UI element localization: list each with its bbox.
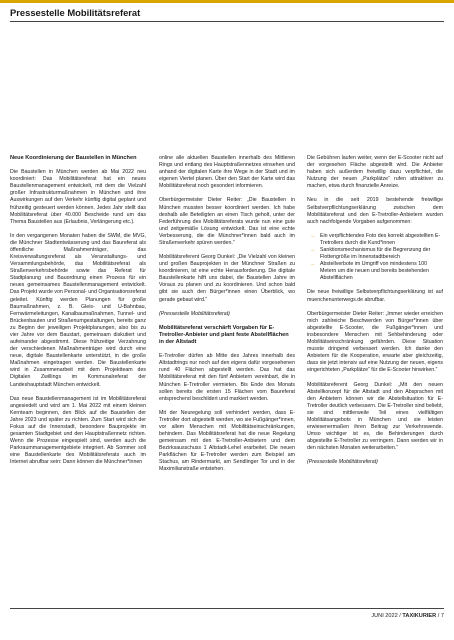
paragraph: E-Tretroller dürfen ab Mitte des Jahres innerhalb des Altstadtrings nur noch auf den eigens dafür vorgesehenen rund 40 Flächen abgestellt werden. Das hat das Mobilitätsreferat mit den fünf Anbietern vereinbart, die in München E-Tretroller vermieten. Bis Ende des Monats sollen bereits die ersten 15 Flächen vom Baureferat entsprechend beschildert und markiert werden. [159,353,295,402]
paragraph: Neu in die seit 2019 bestehende freiwillige Selbstverpflichtungserklärung zwischen dem Mobilitätsreferat und den E-Tretroller-Anbietern wurden auch nachfolgende Vorgaben aufgenommen: [307,197,443,225]
column-3 [307,155,443,466]
quote-paragraph: Oberbürgermeister Dieter Reiter: „Immer wieder erreichen mich zahlreiche Beschwerden von Bürger*innen über abgestellte E-Scooter, die Fußgänger*innen und insbesondere Menschen mit Sehbehinderung oder Mobilitätseinschränkung gefährden. Diese Situation musste dringend verbessert werden. Ich danke den Anbietern für die Kooperation, erwarte aber gleichzeitig, dass sie jetzt intensiv auf eine Nutzung der neuen, eigens eingerichteten „Parkplätze“ für die E-Scooter hinwirken.“ [307,310,443,374]
paragraph: Die Gebühren laufen weiter, wenn der E-Scooter nicht auf der vorgesehen Fläche abgestellt wird. Die Anbieter haben sich außerdem freiwillig dazu verpflichtet, die Nutzung der neuen „Parkplätze“ rufen attraktiver zu machen, etwa durch finanzielle Anreize. [307,155,443,190]
page-number: / 7 [437,613,444,619]
list-item: → Sanktionsmechanismus für die Begrenzung der Flottengröße im Innenstadtbereich [310,247,431,261]
column-2 [159,155,295,474]
paragraph: online alle aktuellen Baustellen innerhalb des Mittleren Rings und entlang des Hauptstraßennetzes einsehen und anhand der digitalen Karte ihre Wege in der Stadt und im eigenen Viertel planen. Über den Start der Karte wird das Mobilitätsreferat noch gesondert informieren. [159,155,295,190]
arrow-right-icon: → [310,261,316,268]
paragraph: Mit der Neuregelung soll verhindert werden, dass E-Tretroller dort abgestellt werden, wo sie Fußgänger*innen, vor allem Menschen mit Mobilitätseinschränkungen, behindern. Das Mobilitätsreferat hat die neue Regelung gemeinsam mit den E-Tretroller-Anbietern und dem Bezirksausschuss 1 Altstadt-Lehel erarbeitet. Die neuen Parkflächen für E-Tretroller werden zum Beispiel am Stachus, am Rindermarkt, am Sendlinger Tor und in der Maximilianstraße entstehen. [159,409,295,473]
source-credit: (Pressestelle Mobilitätsreferat) [159,310,230,317]
quote-paragraph: Oberbürgermeister Dieter Reiter: „Die Baustellen in München mussten besser koordiniert werden. Ich habe deshalb alle Beteiligten an einen Tisch geholt, unter der Federführung des Mobilitätsreferats wurde nun eine gute und zeitgemäße Lösung entwickelt. Das ist eine echte Verbesserung, die die Münchner*innen bald auch im Straßenverkehr spüren werden.“ [159,197,295,246]
footer-divider [10,608,444,609]
arrow-right-icon: → [310,232,316,239]
source-credit: (Pressestelle Mobilitätsreferat) [307,459,378,466]
accent-bar [0,0,454,3]
paragraph: Das neue Baustellenmanagement ist im Mobilitätsreferat angesiedelt und wird am 1. Mai 2022 mit einem kleinen Kernteam beginnen, den Blick auf die Baustellen der Jahre 2023 und später zu richten. Zum Start wird sich der Fokus auf die Innenstadt, besondere Bauprojekte im gesamten Stadtgebiet und den Hauptstraßennetz richten. Wenn die Prozesse eingespielt sind, werden auch die Parkraummanagementgebiete integriert. Ab Sommer soll eine Baustellenkarte des Mobilitätsreferats auch im Internet abrufbar sein: Dann können die Münchner*innen [10,395,146,466]
issue-date: JUNI 2022 / [371,613,401,619]
paragraph: In den vergangenen Monaten haben die SWM, die MVG, die Münchner Stadtentwässerung und das Baureferat als öffentliche Maßnahmenträger, das Kreisverwaltungsreferat als Veranstaltungs- und Versammlungsbehörde, das Mobilitätsreferat als Straßenverkehrsbehörde sowie das Referat für Stadtplanung und Bauordnung einen Prozess für ein neues gemeinsames Baustellenmanagement entwickelt. Das Projekt wurde von Personal- und Organisationsreferat geleitet. Künftig werden Planungen für große Baumaßnahmen, z. B. Gleis- und U-Bahnbau, Fernwärmeleitungen, Kanalbaumaßnahmen, Tunnel- und Brückenbauten und Straßenumgestaltungen, bereits ganz zu Beginn der jeweiligen Projektplanungen, also bis zu vier Jahre vor dem Baustart, gemeinsam diskutiert und aufeinander abgestimmt. Diese frühzeitige Verzahnung der verschiedenen Maßnahmenträger wird durch eine neue, digitale Baustellenkarte unterstützt, in die große Maßnahmen eingetragen werden. Die Baustellenkarte wird in Zusammenarbeit mit dem Projektteam des Digitalen Zwillings im Kommunalreferat der Landeshauptstadt München entwickelt. [10,232,146,388]
quote-paragraph: Mobilitätsreferent Georg Dunkel: „Die Vielzahl von kleinen und großen Bauprojekten in der Münchner Straßen zu koordinieren, ist eine echte Herausforderung. Die digitale Baustellenkarte hilft uns dabei, die Baustellen Jahre im Voraus zu planen und zu koordinieren. Und schon bald gibt sie auch den Bürger*innen einen Überblick, wo gerade gebaut wird.“ [159,254,295,303]
header-divider [10,21,444,22]
article-heading: Neue Koordinierung der Baustellen in München [10,155,137,161]
requirements-list [307,233,443,283]
arrow-right-icon: → [310,247,316,254]
page-footer [371,612,444,620]
magazine-name: TAXIKURIER [402,613,437,619]
list-item: → Abstellverbote im Umgriff von mindestens 100 Metern um die neuen und bereits bestehenden Abstellflächen [310,261,429,282]
paragraph: Die Baustellen in München werden ab Mai 2022 neu koordiniert: Das Mobilitätsreferat hat ein neues Baustellenmanagement entwickelt, mit dem die Vielzahl großer Infrastrukturmaßnahmen in München und ihre Auswirkungen auf den Verkehr künftig digital geplant und frühzeitig gesteuert werden können. Jedes Jahr stellt das Mobilitätsreferat über 40.000 Bescheide rund um das Thema Baustellen aus (Erlaubnis, Verlängerung etc.). [10,169,146,225]
quote-paragraph: Mobilitätsreferent Georg Dunkel: „Mit den neuen Abstellkonzept für die Altstadt und den Absprachen mit den Anbietern können wir die Abstellsituation für E-Tretroller deutlich verbessern. Die E-Tretroller sind beliebt, sie sind mittlerweile Teil eines vielfältigen Mobilitätsangebots in München und sie leisten erwiesenermaßen ihren Beitrag zur Verkehrswende. Umso wichtiger ist es, die Behinderungen durch abgestellte E-Tretroller zu verringern. Dann werden wir in den nächsten Monaten weiterarbeiten.“ [307,381,443,452]
section-title: Pressestelle Mobilitätsreferat [10,7,141,18]
column-1 [10,155,146,466]
list-item: → Ein verpflichtendes Foto des korrekt abgestellten E-Tretrollers durch die Kund*innen [310,232,441,246]
article-heading: Mobilitätsreferat verschärft Vorgaben für E-Tretroller-Anbieter und plant feste Abstellflächen in der Altstadt [159,324,289,346]
paragraph: Die neue freiwillige Selbstverpflichtungserklärung ist auf muenchenunterwegs.de abrufbar. [307,289,443,303]
